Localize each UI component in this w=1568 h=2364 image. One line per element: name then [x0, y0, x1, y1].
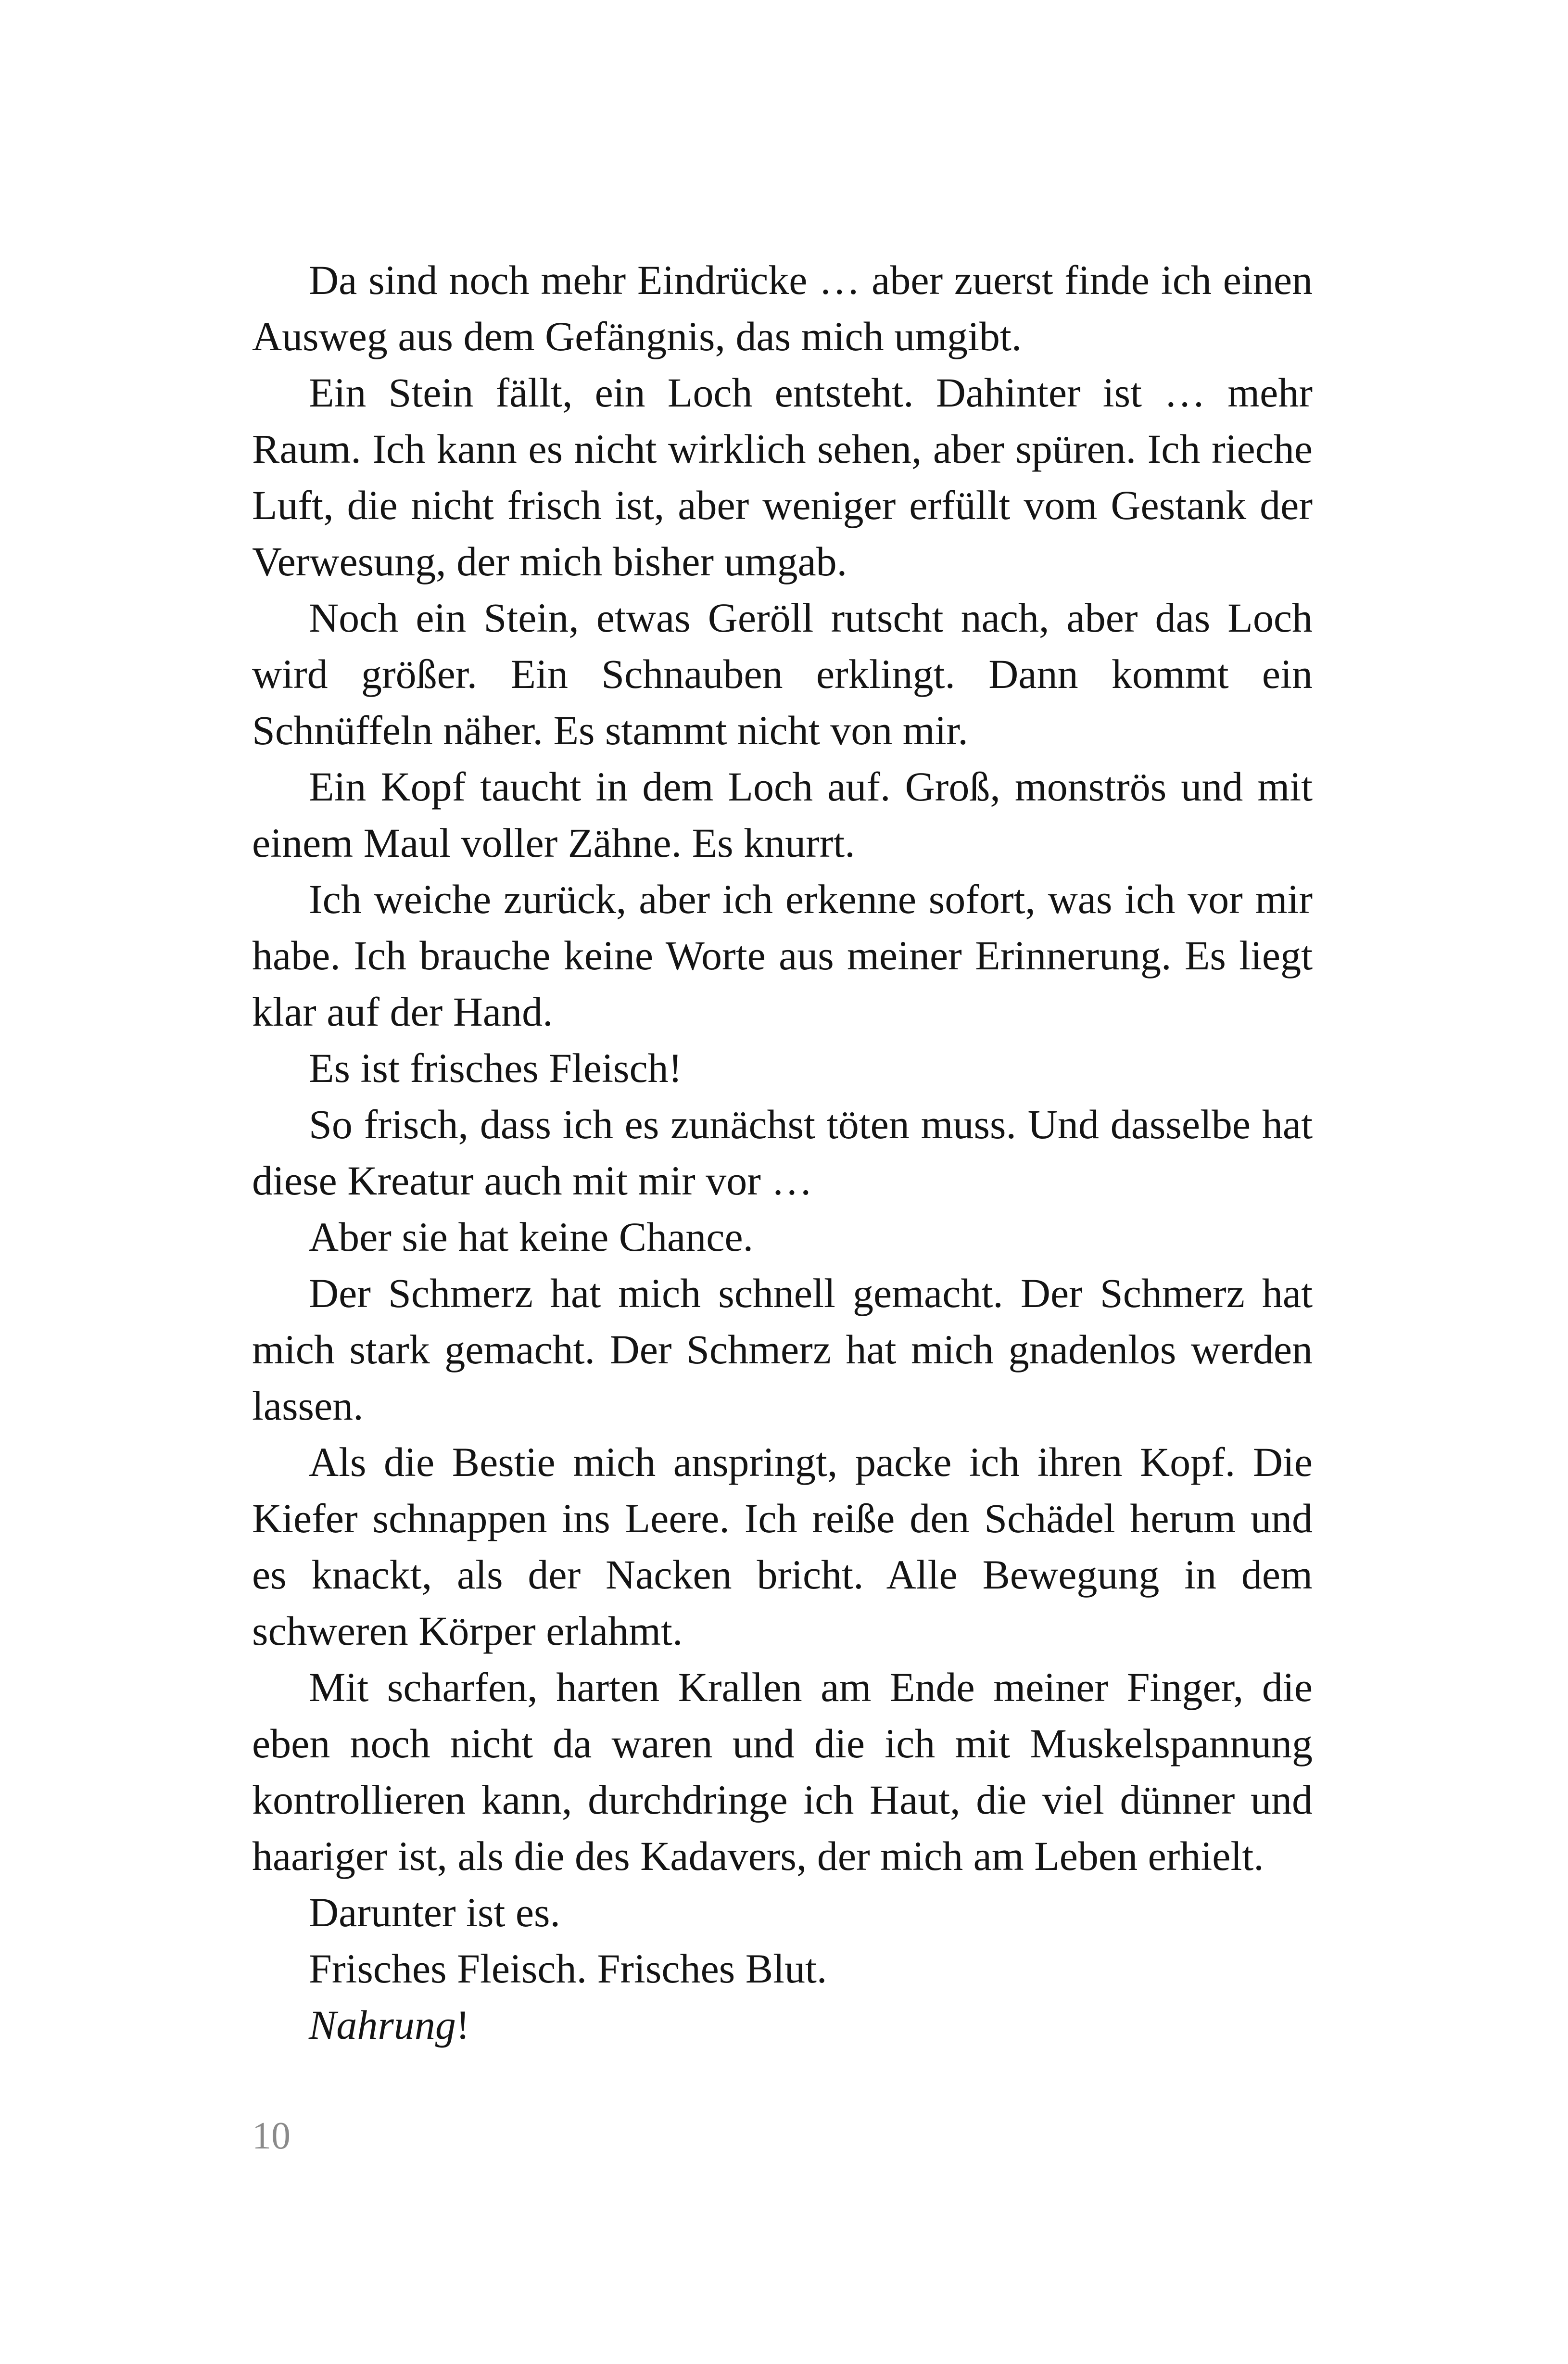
- paragraph-1: Da sind noch mehr Eindrücke … aber zuerst finde ich einen Ausweg aus dem Gefängnis, das mich umgibt.: [252, 257, 1313, 359]
- paragraph-7: So frisch, dass ich es zunächst töten muss. Und dasselbe hat diese Kreatur auch mit mir vor …: [252, 1101, 1313, 1204]
- paragraph-12: Darunter ist es.: [309, 1889, 561, 1935]
- paragraph-5: Ich weiche zurück, aber ich erkenne sofort, was ich vor mir habe. Ich brauche keine Worte aus meiner Erinnerung. Es liegt klar auf der Hand.: [252, 876, 1313, 1035]
- paragraph-9: Der Schmerz hat mich schnell gemacht. Der Schmerz hat mich stark gemacht. Der Schmerz hat mich gnadenlos werden lassen.: [252, 1270, 1313, 1429]
- final-line-suffix: !: [455, 2002, 470, 2048]
- paragraph-10: Als die Bestie mich anspringt, packe ich ihren Kopf. Die Kiefer schnappen ins Leere. Ich reiße den Schädel herum und es knackt, als der Nacken bricht. Alle Bewegung in dem schweren Körper erlahmt.: [252, 1439, 1313, 1654]
- paragraph-3: Noch ein Stein, etwas Geröll rutscht nach, aber das Loch wird größer. Ein Schnauben erklingt. Dann kommt ein Schnüffeln näher. Es stammt nicht von mir.: [252, 595, 1313, 753]
- paragraph-8: Aber sie hat keine Chance.: [309, 1214, 754, 1260]
- paragraph-4: Ein Kopf taucht in dem Loch auf. Groß, monströs und mit einem Maul voller Zähne. Es knurrt.: [252, 763, 1313, 866]
- page-number: 10: [252, 2115, 291, 2157]
- paragraph-6: Es ist frisches Fleisch!: [309, 1045, 683, 1091]
- body-text: [252, 252, 1313, 2053]
- paragraph-2: Ein Stein fällt, ein Loch entsteht. Dahinter ist … mehr Raum. Ich kann es nicht wirklich sehen, aber spüren. Ich rieche Luft, die nicht frisch ist, aber weniger erfüllt vom Gestank der Verwesung, der mich bisher umgab.: [252, 369, 1313, 585]
- final-line: [252, 1997, 1313, 2053]
- paragraph-11: Mit scharfen, harten Krallen am Ende meiner Finger, die eben noch nicht da waren und die ich mit Muskelspannung kontrollieren kann, durchdringe ich Haut, die viel dünner und haariger ist, als die des Kadavers, der mich am Leben erhielt.: [252, 1664, 1313, 1879]
- final-line-italic: Nahrung: [309, 2002, 456, 2048]
- paragraph-13: Frisches Fleisch. Frisches Blut.: [309, 1945, 827, 1992]
